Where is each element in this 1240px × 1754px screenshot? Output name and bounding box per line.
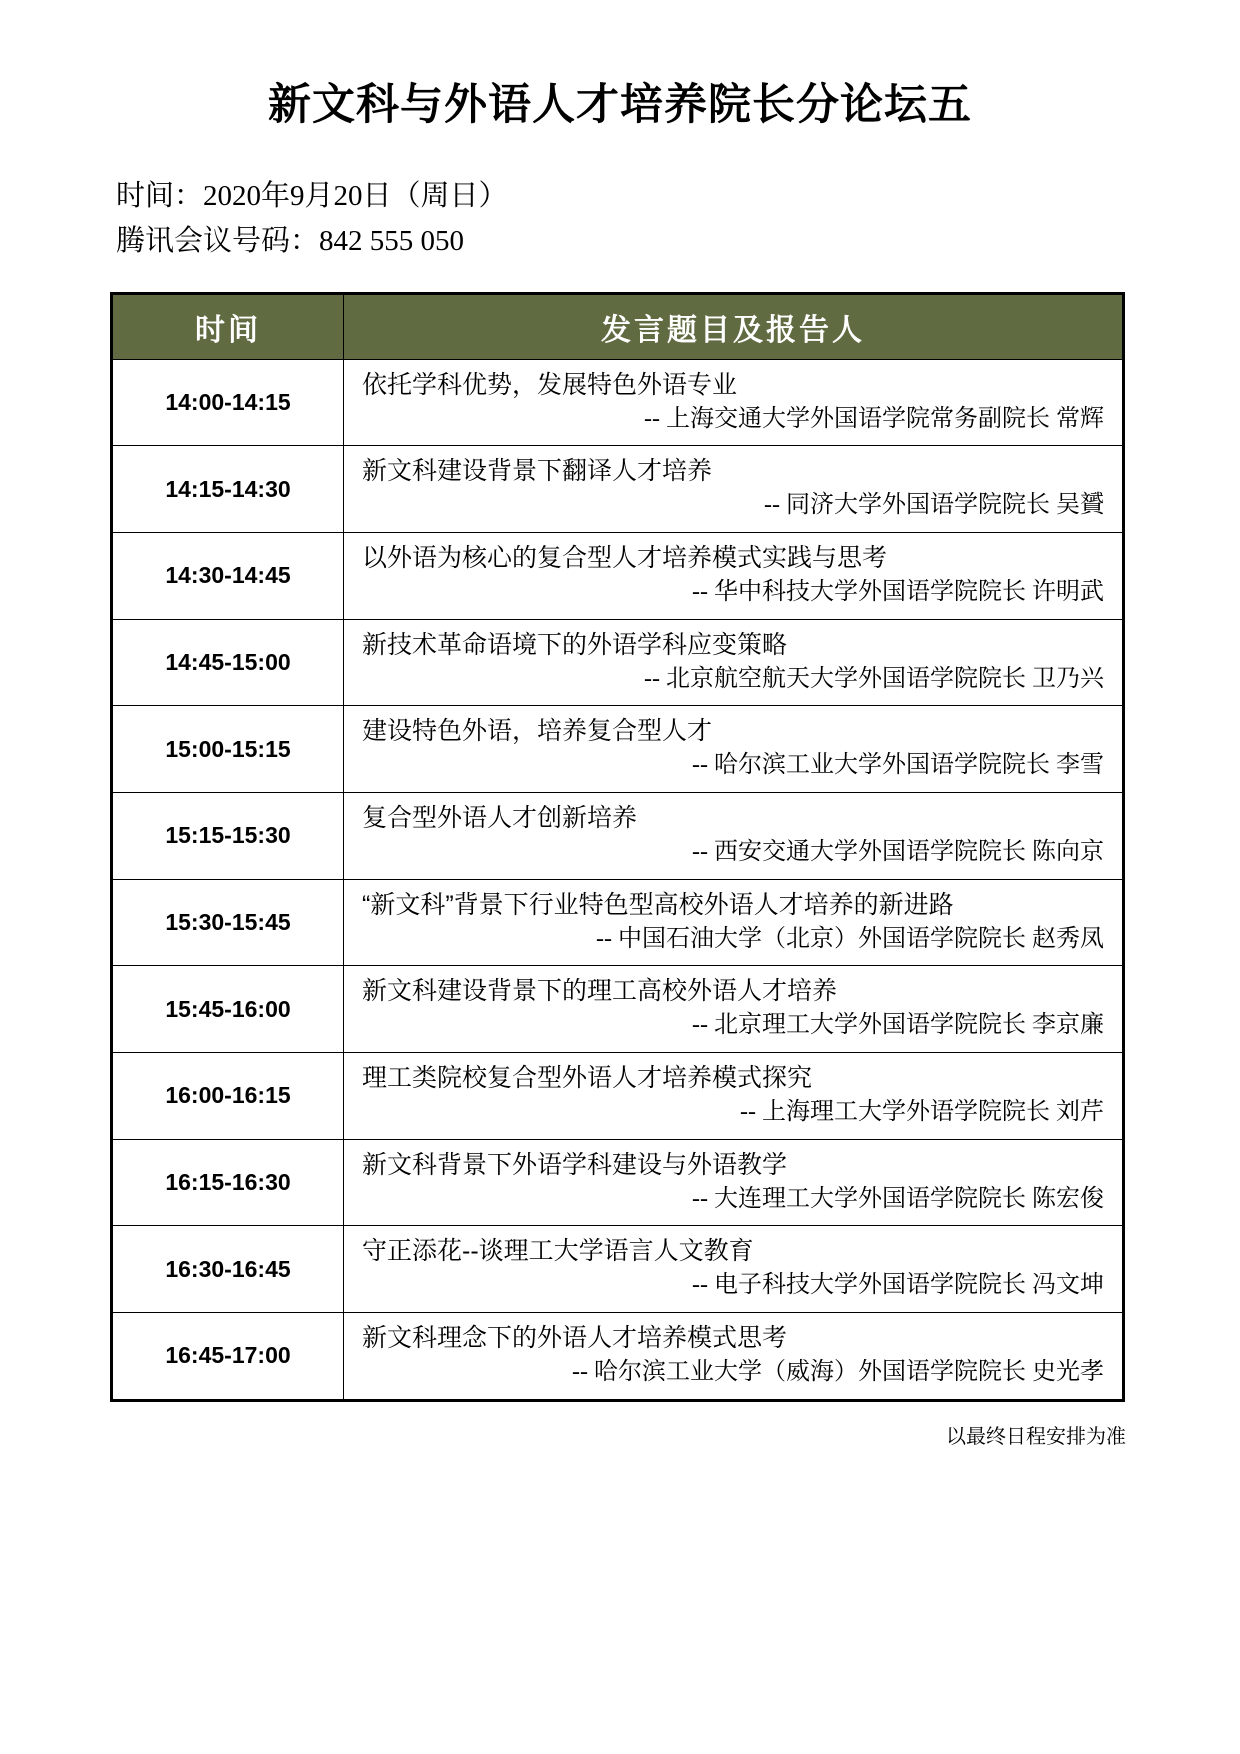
table-row <box>112 966 1124 1053</box>
topic-title: 新文科理念下的外语人才培养模式思考 <box>362 1324 788 1353</box>
topic-title: 以外语为核心的复合型人才培养模式实践与思考 <box>362 544 888 573</box>
topic-speaker: -- 上海理工大学外语学院院长 刘芹 <box>740 1099 1104 1126</box>
row-topic <box>344 1226 1124 1313</box>
topic-title: 新文科建设背景下的理工高校外语人才培养 <box>362 977 838 1006</box>
topic-speaker: -- 上海交通大学外国语学院常务副院长 常辉 <box>644 405 1104 432</box>
topic-speaker: -- 中国石油大学（北京）外国语学院院长 赵秀凤 <box>596 925 1104 952</box>
topic-title: 依托学科优势，发展特色外语专业 <box>362 370 738 399</box>
row-topic <box>344 533 1124 620</box>
topic-title: 复合型外语人才创新培养 <box>362 804 638 833</box>
row-topic <box>344 706 1124 793</box>
topic-speaker: -- 西安交通大学外国语学院院长 陈向京 <box>692 839 1104 866</box>
row-time: 14:45-15:00 <box>112 619 344 706</box>
row-time: 16:15-16:30 <box>112 1139 344 1226</box>
page-title: 新文科与外语人才培养院长分论坛五 <box>268 81 972 129</box>
topic-speaker: -- 大连理工大学外国语学院院长 陈宏俊 <box>692 1185 1104 1212</box>
row-time: 15:15-15:30 <box>112 793 344 880</box>
row-time: 16:30-16:45 <box>112 1226 344 1313</box>
row-time: 14:00-14:15 <box>112 359 344 446</box>
topic-speaker: -- 北京理工大学外国语学院院长 李京廉 <box>692 1012 1104 1039</box>
meeting-number: 腾讯会议号码：842 555 050 <box>116 224 465 257</box>
table-row <box>112 1226 1124 1313</box>
topic-speaker: -- 华中科技大学外国语学院院长 许明武 <box>692 579 1104 606</box>
topic-title: 守正添花--谈理工大学语言人文教育 <box>362 1237 754 1266</box>
table-row <box>112 793 1124 880</box>
agenda-table <box>110 292 1125 1402</box>
row-topic <box>344 1313 1124 1401</box>
row-time: 16:45-17:00 <box>112 1313 344 1401</box>
footnote: 以最终日程安排为准 <box>946 1425 1126 1448</box>
topic-title: 新文科建设背景下翻译人才培养 <box>362 457 713 486</box>
row-topic <box>344 879 1124 966</box>
column-header-topic: 发言题目及报告人 <box>344 293 1124 359</box>
topic-speaker: -- 电子科技大学外国语学院院长 冯文坤 <box>692 1272 1104 1299</box>
topic-speaker: -- 哈尔滨工业大学（威海）外国语学院院长 史光孝 <box>572 1359 1104 1386</box>
topic-title: 理工类院校复合型外语人才培养模式探究 <box>362 1064 813 1093</box>
table-row <box>112 879 1124 966</box>
topic-speaker: -- 同济大学外国语学院院长 吴贇 <box>764 492 1104 519</box>
row-time: 16:00-16:15 <box>112 1053 344 1140</box>
row-topic <box>344 1139 1124 1226</box>
meta-info <box>116 174 1130 264</box>
table-row <box>112 1139 1124 1226</box>
row-time: 15:30-15:45 <box>112 879 344 966</box>
topic-title: “新文科”背景下行业特色型高校外语人才培养的新进路 <box>362 890 954 919</box>
table-header-row <box>112 293 1124 359</box>
row-time: 15:45-16:00 <box>112 966 344 1053</box>
row-time: 14:15-14:30 <box>112 446 344 533</box>
row-topic <box>344 1053 1124 1140</box>
table-row <box>112 359 1124 446</box>
topic-speaker: -- 哈尔滨工业大学外国语学院院长 李雪 <box>692 752 1104 779</box>
topic-title: 新文科背景下外语学科建设与外语教学 <box>362 1150 788 1179</box>
row-time: 15:00-15:15 <box>112 706 344 793</box>
topic-title: 新技术革命语境下的外语学科应变策略 <box>362 630 788 659</box>
column-header-time: 时间 <box>112 293 344 359</box>
agenda-table-body <box>112 359 1124 1400</box>
table-row <box>112 619 1124 706</box>
row-time: 14:30-14:45 <box>112 533 344 620</box>
table-row <box>112 1053 1124 1140</box>
table-row <box>112 706 1124 793</box>
row-topic <box>344 359 1124 446</box>
topic-title: 建设特色外语，培养复合型人才 <box>362 717 713 746</box>
table-row <box>112 446 1124 533</box>
row-topic <box>344 446 1124 533</box>
row-topic <box>344 966 1124 1053</box>
table-row <box>112 1313 1124 1401</box>
table-row <box>112 533 1124 620</box>
row-topic <box>344 793 1124 880</box>
topic-speaker: -- 北京航空航天大学外国语学院院长 卫乃兴 <box>644 665 1104 692</box>
meeting-date: 时间：2020年9月20日（周日） <box>116 179 508 212</box>
row-topic <box>344 619 1124 706</box>
